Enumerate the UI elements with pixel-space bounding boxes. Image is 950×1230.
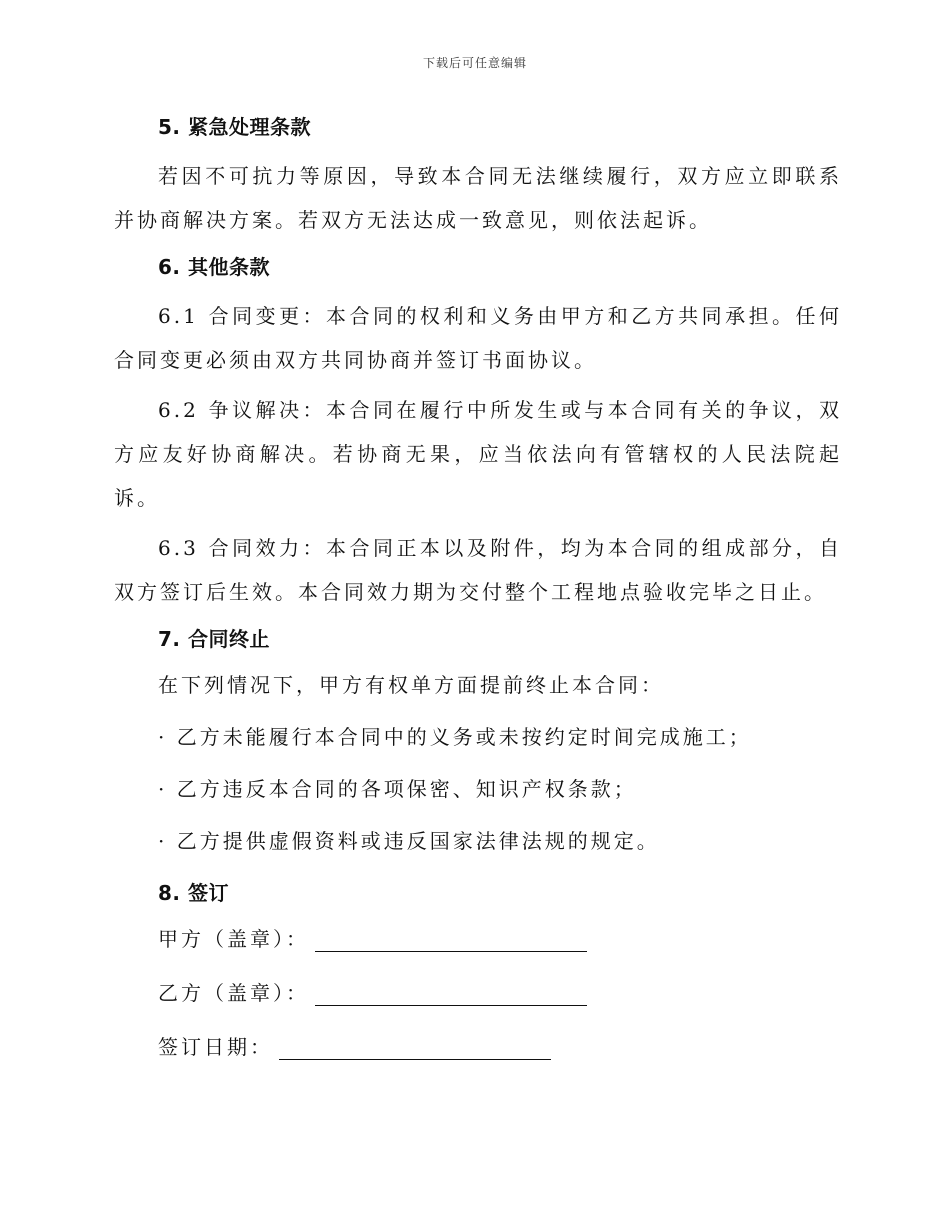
party-b-label: 乙方（盖章）： — [158, 981, 309, 1005]
section-6-heading: 6. 其他条款 — [158, 255, 270, 279]
termination-item: · 乙方提供虚假资料或违反国家法律法规的规定。 — [158, 829, 660, 853]
sign-date-line[interactable] — [279, 1037, 551, 1060]
section-5-paragraph: 若因不可抗力等原因，导致本合同无法继续履行，双方应立即联系并协商解决方案。若双方无法达成一致意见，则依法起诉。 — [114, 164, 842, 232]
termination-item: · 乙方未能履行本合同中的义务或未按约定时间完成施工； — [158, 725, 752, 749]
party-b-signature-line[interactable] — [315, 983, 587, 1006]
document-body — [114, 108, 842, 1082]
section-7-intro: 在下列情况下，甲方有权单方面提前终止本合同： — [158, 673, 664, 697]
clause-6-3: 6.3 合同效力：本合同正本以及附件，均为本合同的组成部分，自双方签订后生效。本合同效力期为交付整个工程地点验收完毕之日止。 — [114, 536, 842, 604]
sign-date-label: 签订日期： — [158, 1035, 273, 1059]
party-a-signature-line[interactable] — [315, 929, 587, 952]
party-b-signature-row — [158, 974, 842, 1012]
termination-item: · 乙方违反本合同的各项保密、知识产权条款； — [158, 777, 637, 801]
section-5-heading: 5. 紧急处理条款 — [158, 115, 311, 139]
party-a-signature-row — [158, 920, 842, 958]
header-note: 下载后可任意编辑 — [422, 56, 527, 70]
party-a-label: 甲方（盖章）： — [158, 927, 309, 951]
section-8-heading: 8. 签订 — [158, 881, 229, 905]
clause-6-2: 6.2 争议解决：本合同在履行中所发生或与本合同有关的争议，双方应友好协商解决。若协商无果，应当依法向有管辖权的人民法院起诉。 — [114, 398, 842, 510]
sign-date-row — [158, 1028, 842, 1066]
section-7-heading: 7. 合同终止 — [158, 627, 270, 651]
clause-6-1: 6.1 合同变更：本合同的权利和义务由甲方和乙方共同承担。任何合同变更必须由双方共同协商并签订书面协议。 — [114, 304, 842, 372]
